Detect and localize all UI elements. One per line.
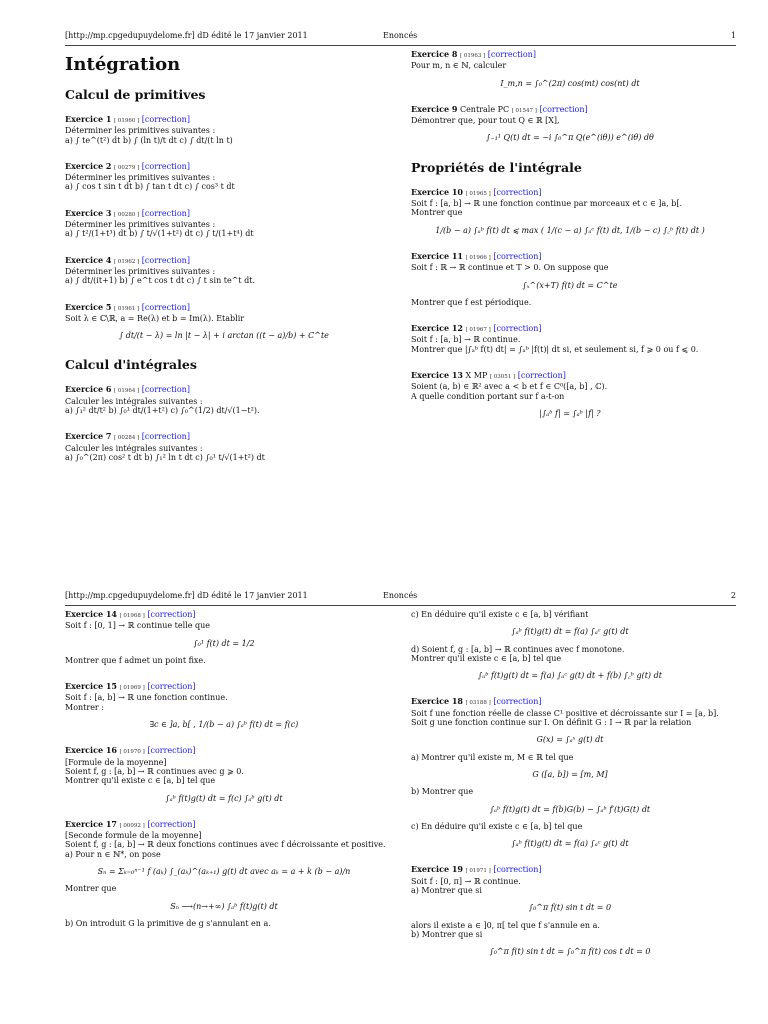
- exercise-header: [411, 105, 729, 116]
- text-line: Soit g une fonction continue sur I. On définit G : I → ℝ par la relation: [411, 718, 692, 728]
- formula: ∫ₓ^(x+T) f(t) dt = C^te: [522, 280, 618, 290]
- text-line: Déterminer les primitives suivantes :: [65, 173, 216, 183]
- page-header: [65, 31, 736, 46]
- page-header: [65, 591, 736, 606]
- text-line: Déterminer les primitives suivantes :: [65, 220, 216, 230]
- text-line: a) ∫₀^(2π) cos² t dt b) ∫₁² ln t dt c) ∫₀¹ t/√(1+t²) dt: [65, 452, 265, 462]
- left-column: [65, 609, 386, 945]
- formula: ∫ₐᵇ f(t)g(t) dt = f(a) ∫ₐᶜ g(t) dt + f(b) ∫꜀ᵇ g(t) dt: [478, 671, 662, 681]
- text-line: Montrer qu'il existe c ∈ [a, b] tel que: [411, 653, 562, 663]
- text-line: Déterminer les primitives suivantes :: [65, 266, 216, 276]
- exercise-header: [65, 303, 383, 314]
- text-line: Soit f : [0, π] → ℝ continue.: [411, 876, 521, 886]
- formula: ∫₀^π f(t) sin t dt = ∫₀^π f(t) cos t dt = 0: [489, 947, 651, 957]
- correction-link[interactable]: [correction]: [147, 819, 196, 829]
- formula: ∫ dt/(t − λ) = ln |t − λ| + i arctan ((t − a)/b) + C^te: [119, 331, 329, 341]
- header-section: Enoncés: [383, 31, 418, 40]
- exercise-label: Exercice 15: [65, 681, 117, 692]
- text-line: Montrer qu'il existe c ∈ [a, b] tel que: [65, 776, 216, 786]
- correction-link[interactable]: [correction]: [147, 746, 196, 756]
- text-line: a) ∫ dt/(it+1) b) ∫ e^t cos t dt c) ∫ t sin te^t dt.: [65, 276, 256, 286]
- text-line: Montrer que f est périodique.: [411, 297, 532, 307]
- exercise: [411, 188, 729, 235]
- exercise-label: Exercice 5: [65, 301, 112, 312]
- text-line: c) En déduire qu'il existe c ∈ [a, b] vérifiant: [411, 610, 589, 619]
- exercise-id: [ 01964 ]: [113, 388, 140, 395]
- formula: ∫ₐᵇ f(t)g(t) dt = f(c) ∫ₐᵇ g(t) dt: [165, 793, 283, 803]
- header-source: [http://mp.cpgedupuydelome.fr] dD édité le 17 janvier 2011: [65, 31, 308, 40]
- text-line: [Formule de la moyenne]: [65, 757, 167, 767]
- exercise-header: [411, 50, 729, 61]
- page-2: [0, 560, 768, 1024]
- exercise: [411, 865, 729, 956]
- text-line: Montrer :: [65, 702, 104, 712]
- exercise: [411, 105, 729, 143]
- exercise: [411, 697, 729, 848]
- section-heading: Calcul d'intégrales: [65, 357, 197, 373]
- text-line: Soient (a, b) ∈ ℝ² avec a < b et f ∈ C⁰([a, b] , ℂ).: [411, 382, 608, 392]
- exercise-label: Exercice 9: [411, 103, 458, 114]
- text-line: Soit f : ℝ → ℝ continue et T > 0. On suppose que: [411, 263, 609, 273]
- correction-link[interactable]: [correction]: [539, 104, 588, 114]
- right-column: [411, 50, 729, 435]
- correction-link[interactable]: [correction]: [493, 251, 542, 261]
- formula: ∫ₐᵇ f(t)g(t) dt = f(a) ∫ₐᶜ g(t) dt: [511, 839, 629, 849]
- exercise-header: [65, 209, 383, 220]
- exercise: [411, 50, 729, 88]
- text-line: b) Montrer que: [411, 787, 474, 797]
- exercise-label: Exercice 6: [65, 384, 112, 395]
- formula: |∫ₐᵇ f| = ∫ₐᵇ |f| ?: [539, 408, 601, 418]
- correction-link[interactable]: [correction]: [141, 302, 190, 312]
- text-line: Déterminer les primitives suivantes :: [65, 126, 216, 136]
- text-line: a) ∫ te^(t²) dt b) ∫ (ln t)/t dt c) ∫ dt/(t ln t): [65, 135, 233, 145]
- text-line: Soit f : [a, b] → ℝ une fonction continue par morceaux et c ∈ ]a, b[.: [411, 199, 683, 209]
- text-line: Calculer les intégrales suivantes :: [65, 443, 203, 453]
- exercise-label: Exercice 1: [65, 114, 112, 124]
- exercise: [411, 252, 729, 307]
- exercise-label: Exercice 12: [411, 323, 463, 334]
- text-line: Montrer que f admet un point fixe.: [65, 655, 206, 665]
- exercise: [65, 303, 383, 341]
- text-line: a) Montrer que si: [411, 886, 482, 896]
- exercise-label: Exercice 8: [411, 49, 458, 59]
- section-heading: Calcul de primitives: [65, 87, 206, 102]
- formula: I_m,n = ∫₀^(2π) cos(mt) cos(nt) dt: [500, 78, 640, 88]
- exercise: [65, 682, 383, 729]
- left-column: [65, 50, 383, 479]
- correction-link[interactable]: [correction]: [493, 697, 542, 707]
- exercise-id: [ 01962 ]: [113, 258, 140, 265]
- text-line: Soit f une fonction réelle de classe C¹ positive et décroissante sur I = [a, b].: [411, 708, 719, 718]
- exercise-id: [ 01965 ]: [465, 190, 491, 197]
- correction-link[interactable]: [correction]: [141, 115, 190, 124]
- exercise: [65, 818, 386, 928]
- formula: ∫₀¹ f(t) dt = 1/2: [193, 638, 255, 648]
- exercise-header: [65, 385, 383, 396]
- exercise-id: [ 01966 ]: [465, 254, 491, 261]
- exercise: [411, 610, 729, 680]
- exercise-id: [ 00092 ]: [119, 822, 145, 829]
- exercise-id: [ 01963 ]: [459, 53, 486, 59]
- exercise: [65, 256, 383, 286]
- text-line: a) ∫ cos t sin t dt b) ∫ tan t dt c) ∫ cos³ t dt: [65, 182, 235, 192]
- correction-link[interactable]: [correction]: [141, 208, 190, 218]
- correction-link[interactable]: [correction]: [493, 865, 542, 875]
- formula: G(x) = ∫ₐˣ g(t) dt: [536, 735, 604, 745]
- exercise-label: Exercice 4: [65, 254, 112, 265]
- exercise-id: [ 03051 ]: [489, 374, 516, 381]
- correction-link[interactable]: [correction]: [141, 432, 190, 442]
- right-column: [411, 610, 729, 974]
- formula: ∫₀^π f(t) sin t dt = 0: [528, 903, 612, 913]
- text-line: alors il existe a ∈ ]0, π[ tel que f s'annule en a.: [411, 920, 600, 930]
- text-line: Montrer que: [65, 884, 117, 894]
- formula: ∫ₐᵇ f(t)g(t) dt = f(a) ∫ₐᶜ g(t) dt: [511, 627, 629, 637]
- exercise-header: [65, 746, 383, 757]
- exercise: [411, 324, 729, 354]
- exercise-tag: X MP: [465, 371, 488, 381]
- exercise-label: Exercice 16: [65, 745, 117, 756]
- formula: G ([a, b]) = [m, M]: [532, 769, 608, 779]
- exercise: [411, 371, 729, 418]
- exercise-header: [411, 252, 729, 263]
- formula: ∫ₐᵇ f(t)g(t) dt = f(b)G(b) − ∫ₐᵇ f′(t)G(t) dt: [489, 804, 651, 814]
- exercise-id: [ 01961 ]: [113, 305, 140, 312]
- text-line: Calculer les intégrales suivantes :: [65, 396, 203, 406]
- text-line: Démontrer que, pour tout Q ∈ ℝ [X],: [411, 116, 560, 126]
- exercise-header: [65, 682, 383, 693]
- exercise-header: [65, 432, 383, 443]
- correction-link[interactable]: [correction]: [493, 324, 542, 334]
- exercise-header: [65, 610, 383, 621]
- exercise-label: Exercice 18: [411, 696, 463, 707]
- exercise-id: [ 01971 ]: [465, 868, 491, 875]
- formula: Sₙ = Σₖ₌₀ⁿ⁻¹ f (aₖ) ∫_(aₖ)^(aₖ₊₁) g(t) dt avec aₖ = a + k (b − a)/n: [97, 867, 351, 877]
- formula: ∃c ∈ ]a, b[ , 1/(b − a) ∫ₐᵇ f(t) dt = f(c): [149, 720, 299, 730]
- section-heading: Propriétés de l'intégrale: [411, 159, 582, 175]
- formula: 1/(b − a) ∫ₐᵇ f(t) dt ⩽ max ( 1/(c − a) ∫ₐᶜ f(t) dt, 1/(b − c) ∫꜀ᵇ f(t) dt ): [435, 225, 705, 235]
- exercise: [65, 209, 383, 239]
- page-number: 2: [730, 591, 736, 600]
- text-line: Montrer que |∫ₐᵇ f(t) dt| = ∫ₐᵇ |f(t)| dt si, et seulement si, f ⩾ 0 ou f ⩽ 0.: [411, 344, 699, 354]
- exercise-header: [65, 820, 383, 831]
- exercise-label: Exercice 13: [411, 370, 463, 381]
- text-line: Soient f, g : [a, b] → ℝ continues avec g ⩾ 0.: [65, 766, 244, 776]
- exercise-label: Exercice 7: [65, 431, 112, 442]
- correction-link[interactable]: [correction]: [141, 385, 190, 395]
- exercise-id: [ 00280 ]: [113, 211, 140, 218]
- exercise-label: Exercice 11: [411, 250, 463, 261]
- exercise-id: [ 01968 ]: [119, 613, 145, 619]
- correction-link[interactable]: [correction]: [147, 610, 196, 619]
- exercise-label: Exercice 3: [65, 207, 112, 218]
- exercise-header: [411, 371, 729, 382]
- text-line: b) Montrer que si: [411, 929, 483, 939]
- exercise: [65, 610, 383, 665]
- header-section: Enoncés: [383, 591, 418, 600]
- exercise: [65, 115, 383, 145]
- exercise-id: [ 01969 ]: [119, 685, 145, 692]
- exercise-header: [65, 115, 383, 126]
- exercise: [65, 162, 383, 192]
- text-line: b) On introduit G la primitive de g s'annulant en a.: [65, 918, 271, 928]
- exercise-header: [65, 256, 383, 267]
- exercise-label: Exercice 2: [65, 160, 112, 171]
- exercise-label: Exercice 17: [65, 818, 117, 829]
- correction-link[interactable]: [correction]: [517, 371, 566, 381]
- text-line: Soit f : [a, b] → ℝ une fonction continue.: [65, 693, 228, 703]
- exercise-id: [ 01547 ]: [511, 107, 537, 114]
- correction-link[interactable]: [correction]: [487, 50, 536, 59]
- exercise-id: [ 01967 ]: [465, 327, 491, 334]
- text-line: Soit f : [a, b] → ℝ continue.: [411, 335, 521, 345]
- formula: ∫₋₁¹ Q(t) dt = −i ∫₀^π Q(e^(iθ)) e^(iθ) dθ: [486, 133, 654, 143]
- formula: Sₙ ⟶(n→+∞) ∫ₐᵇ f(t)g(t) dt: [170, 901, 278, 911]
- text-line: Pour m, n ∈ ℕ, calculer: [411, 61, 507, 71]
- text-line: d) Soient f, g : [a, b] → ℝ continues avec f monotone.: [411, 644, 625, 654]
- exercise-header: [411, 697, 729, 708]
- header-source: [http://mp.cpgedupuydelome.fr] dD édité le 17 janvier 2011: [65, 591, 308, 600]
- text-line: [Seconde formule de la moyenne]: [65, 831, 202, 841]
- exercise-header: [411, 324, 729, 335]
- exercise-id: [ 03188 ]: [465, 700, 491, 707]
- exercise: [65, 746, 383, 802]
- exercise-id: [ 00279 ]: [113, 164, 140, 171]
- text-line: a) Pour n ∈ ℕ*, on pose: [65, 849, 161, 859]
- exercise: [65, 432, 383, 462]
- exercise-header: [65, 162, 383, 173]
- exercise-label: Exercice 19: [411, 864, 463, 875]
- exercise-label: Exercice 10: [411, 186, 463, 197]
- correction-link[interactable]: [correction]: [141, 255, 190, 265]
- exercise-tag: Centrale PC: [459, 104, 510, 114]
- exercise-header: [411, 188, 729, 199]
- correction-link[interactable]: [correction]: [141, 161, 190, 171]
- exercise: [65, 385, 383, 415]
- text-line: Soit λ ∈ ℂ\ℝ, a = Re(λ) et b = Im(λ). Etablir: [65, 313, 245, 323]
- exercise-label: Exercice 14: [65, 609, 117, 619]
- text-line: c) En déduire qu'il existe c ∈ [a, b] tel que: [411, 821, 583, 831]
- exercise-header: [411, 865, 729, 876]
- exercise-id: [ 01970 ]: [119, 749, 145, 756]
- text-line: a) ∫₁² dt/t² b) ∫₀¹ dt/(1+t²) c) ∫₀^(1/2) dt/√(1−t²).: [65, 406, 260, 416]
- correction-link[interactable]: [correction]: [147, 682, 196, 692]
- text-line: Soient f, g : [a, b] → ℝ deux fonctions continues avec f décroissante et positive.: [65, 840, 386, 850]
- exercise-id: [ 01960 ]: [113, 118, 140, 124]
- exercise-id: [ 00284 ]: [113, 435, 140, 442]
- correction-link[interactable]: [correction]: [493, 187, 542, 197]
- text-line: a) ∫ t²/(1+t³) dt b) ∫ t/√(1+t²) dt c) ∫ t/(1+t⁴) dt: [65, 229, 254, 239]
- text-line: Soit f : [0, 1] → ℝ continue telle que: [65, 621, 210, 631]
- text-line: a) Montrer qu'il existe m, M ∈ ℝ tel que: [411, 752, 574, 762]
- text-line: Montrer que: [411, 208, 463, 218]
- chapter-title: Intégration: [65, 54, 181, 75]
- text-line: A quelle condition portant sur f a-t-on: [411, 391, 565, 401]
- page-number: 1: [730, 31, 736, 40]
